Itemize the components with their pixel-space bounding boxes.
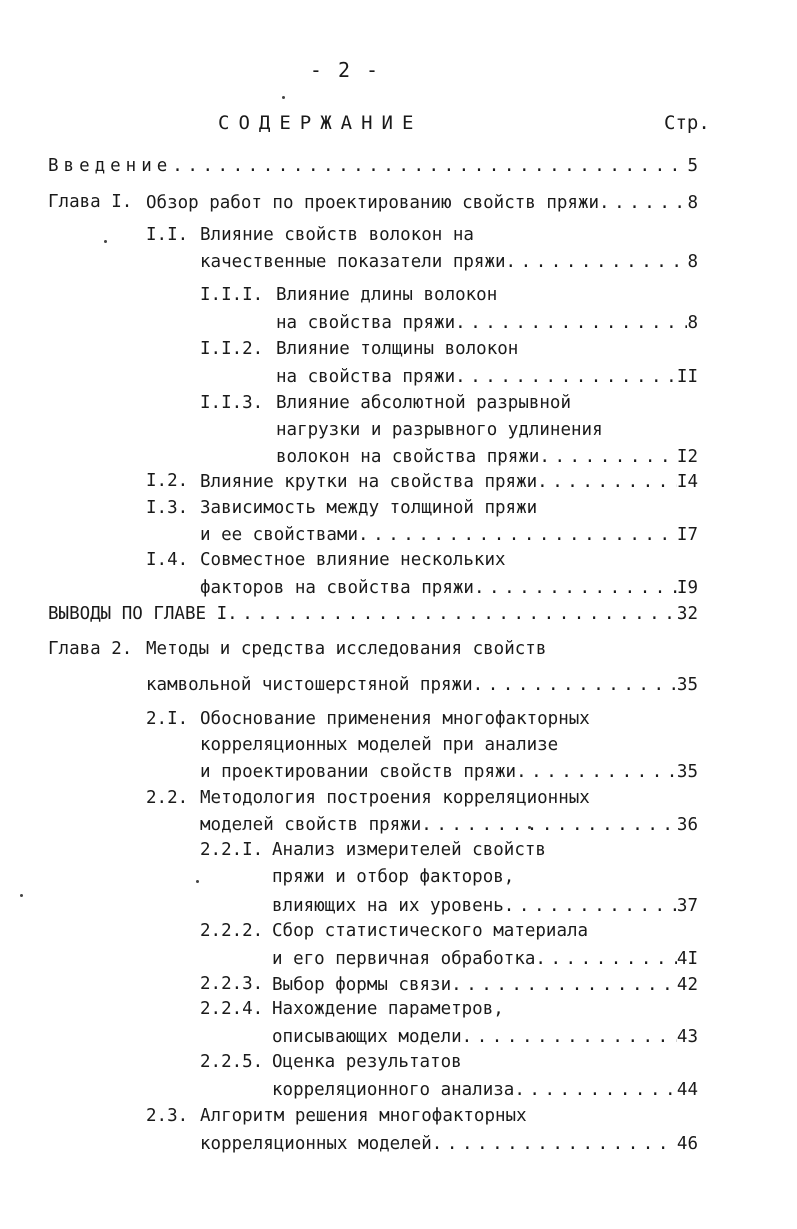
toc-entry-s2-2-3[interactable] [272, 975, 698, 995]
toc-page-s2-2-5: 44 [676, 1080, 698, 1100]
toc-entry-s2-2-1[interactable] [272, 896, 698, 916]
toc-entry-s1-1-3[interactable] [276, 447, 698, 467]
dot-leader [504, 896, 677, 916]
toc-line-s2-2-4-0: Нахождение параметров, [272, 999, 504, 1019]
toc-line-s2-3-1: корреляционных моделей [200, 1134, 432, 1154]
dot-leader [539, 447, 677, 467]
toc-page-ch2: 35 [676, 675, 698, 695]
toc-number-s2-2-3: 2.2.3. [200, 974, 264, 994]
toc-line-s2-3-0: Алгоритм решения многофакторных [200, 1106, 527, 1126]
toc-line-s2-1-1: корреляционных моделей при анализе [200, 735, 559, 755]
toc-number-s2-2-4: 2.2.4. [200, 999, 264, 1019]
toc-line-s1-3-0: Зависимость между толщиной пряжи [200, 498, 538, 518]
toc-page-s1-1-3: I2 [676, 447, 698, 467]
toc-entry-s1-4[interactable] [200, 578, 698, 598]
toc-line-s1-1-3-1: нагрузки и разрывного удлинения [276, 420, 603, 440]
toc-number-s1-1-1: I.I.I. [200, 285, 264, 305]
toc-page-s2-2-1: 37 [676, 896, 698, 916]
toc-entry-ch2[interactable] [146, 675, 698, 695]
dot-leader [421, 815, 677, 835]
dot-leader [506, 252, 688, 272]
toc-number-s1-2: I.2. [146, 471, 189, 491]
page-number: - 2 - [309, 58, 381, 82]
toc-entry-s1-3[interactable] [200, 525, 698, 545]
toc-page-ch1: 8 [687, 193, 698, 213]
dot-leader [432, 1134, 677, 1154]
toc-line-s2-2-5-1: корреляционного анализа [272, 1080, 515, 1100]
toc-entry-s1-1-2[interactable] [276, 367, 698, 387]
toc-number-s1-3: I.3. [146, 498, 189, 518]
toc-page-intro: 5 [687, 156, 698, 176]
dot-leader [451, 975, 677, 995]
toc-number-ch2: Глава 2. [48, 639, 133, 659]
toc-number-s1-1: I.I. [146, 225, 189, 245]
toc-line-s2-2-4-1: описывающих модели [272, 1027, 462, 1047]
toc-line-s2-2-1-0: Анализ измерителей свойств [272, 840, 546, 860]
toc-number-s2-2: 2.2. [146, 788, 189, 808]
toc-line-s2-2-2-0: Сбор статистического материала [272, 921, 589, 941]
toc-number-s2-2-1: 2.2.I. [200, 840, 264, 860]
toc-line-s2-2-1-2: влияющих на их уровень [272, 896, 504, 916]
toc-line-s2-2-0: Методология построения корреляционных [200, 788, 590, 808]
dot-leader [474, 578, 677, 598]
toc-page-s2-1: 35 [676, 762, 698, 782]
toc-number-s1-1-2: I.I.2. [200, 339, 264, 359]
toc-page-s1-3: I7 [676, 525, 698, 545]
toc-entry-s2-2[interactable] [200, 815, 698, 835]
toc-line-s2-1-0: Обоснование применения многофакторных [200, 709, 590, 729]
toc-line-s2-2-5-0: Оценка результатов [272, 1052, 462, 1072]
toc-line-s1-4-1: факторов на свойства пряжи [200, 578, 474, 598]
toc-page-s1-4: I9 [676, 578, 698, 598]
toc-entry-intro[interactable] [48, 156, 698, 176]
toc-page-s2-2-3: 42 [676, 975, 698, 995]
toc-line-s1-1-3-0: Влияние абсолютной разрывной [276, 393, 572, 413]
dot-leader [358, 525, 677, 545]
toc-line-s1-4-0: Совместное влияние нескольких [200, 550, 506, 570]
toc-entry-s2-3[interactable] [200, 1134, 698, 1154]
toc-entry-ch1[interactable] [146, 193, 698, 213]
toc-entry-s2-1[interactable] [200, 762, 698, 782]
toc-page-s1-1-2: II [676, 367, 698, 387]
dot-leader [535, 949, 677, 969]
dot-leader [514, 1080, 677, 1100]
toc-page-s2-2-4: 43 [676, 1027, 698, 1047]
toc-number-s2-2-2: 2.2.2. [200, 921, 264, 941]
toc-line-s1-1-3-2: волокон на свойства пряжи [276, 447, 540, 467]
scan-speck [104, 240, 107, 243]
toc-entry-s1-1[interactable] [200, 252, 698, 272]
dot-leader [172, 156, 687, 176]
scan-speck [282, 96, 285, 99]
toc-page-s1-2: I4 [676, 472, 698, 492]
scan-speck [20, 894, 23, 897]
toc-number-s1-1-3: I.I.3. [200, 393, 264, 413]
toc-entry-concl1[interactable] [48, 604, 698, 624]
dot-leader [599, 193, 687, 213]
toc-entry-s1-1-1[interactable] [276, 313, 698, 333]
toc-line-ch1-0: Обзор работ по проектированию свойств пряжи [146, 193, 600, 213]
toc-line-ch2-0: Методы и средства исследования свойств [146, 639, 547, 659]
toc-line-s1-1-2-1: на свойства пряжи [276, 367, 456, 387]
toc-line-s1-1-1-1: на свойства пряжи [276, 313, 456, 333]
toc-entry-s2-2-5[interactable] [272, 1080, 698, 1100]
dot-leader [455, 367, 677, 387]
toc-line-ch2-1: камвольной чистошерстяной пряжи [146, 675, 473, 695]
toc-line-s2-1-2: и проектировании свойств пряжи [200, 762, 517, 782]
toc-number-s2-3: 2.3. [146, 1106, 189, 1126]
toc-number-s1-4: I.4. [146, 550, 189, 570]
toc-line-s1-2-0: Влияние крутки на свойства пряжи [200, 472, 538, 492]
toc-line-s1-1-0: Влияние свойств волокон на [200, 225, 474, 245]
dot-leader [462, 1027, 677, 1047]
toc-page-s2-2-2: 4I [676, 949, 698, 969]
toc-page-concl1: 32 [676, 604, 698, 624]
dot-leader [227, 604, 677, 624]
toc-number-s2-2-5: 2.2.5. [200, 1052, 264, 1072]
scan-speck [196, 880, 199, 883]
dot-leader [537, 472, 677, 492]
toc-line-s2-2-3-0: Выбор формы связи [272, 975, 452, 995]
page-column-label: Стр. [664, 112, 710, 134]
toc-line-s1-1-1-0: Влияние длины волокон [276, 285, 498, 305]
toc-line-s1-3-1: и ее свойствами [200, 525, 359, 545]
toc-number-ch1: Глава I. [48, 192, 133, 212]
toc-page-s2-2: 36 [676, 815, 698, 835]
toc-page-s1-1: 8 [687, 252, 698, 272]
toc-line-s1-1-2-0: Влияние толщины волокон [276, 339, 519, 359]
toc-line-s1-1-1: качественные показатели пряжи [200, 252, 506, 272]
toc-line-s2-2-2-1: и его первичная обработка [272, 949, 536, 969]
dot-leader [455, 313, 687, 333]
toc-page-s1-1-1: 8 [687, 313, 698, 333]
toc-line-intro-0: Введение [48, 156, 173, 176]
toc-entry-s2-2-2[interactable] [272, 949, 698, 969]
toc-line-s2-2-1: моделей свойств пряжи [200, 815, 422, 835]
scan-speck [528, 826, 531, 829]
toc-line-concl1-0: ВЫВОДЫ ПО ГЛАВЕ I [48, 604, 228, 624]
toc-entry-s2-2-4[interactable] [272, 1027, 698, 1047]
toc-entry-s1-2[interactable] [200, 472, 698, 492]
toc-page-s2-3: 46 [676, 1134, 698, 1154]
toc-number-s2-1: 2.I. [146, 709, 189, 729]
dot-leader [516, 762, 677, 782]
dot-leader [473, 675, 677, 695]
toc-heading: СОДЕРЖАНИЕ [218, 112, 423, 134]
toc-line-s2-2-1-1: пряжи и отбор факторов, [272, 867, 515, 887]
